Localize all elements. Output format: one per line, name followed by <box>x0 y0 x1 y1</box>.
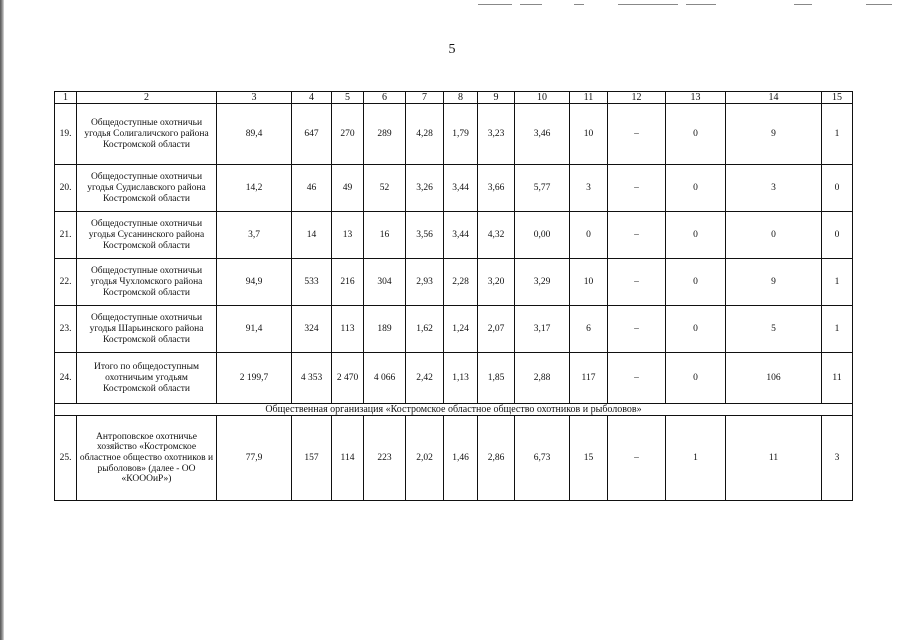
table-cell: 3,44 <box>444 212 478 259</box>
table-cell: 3 <box>822 416 853 501</box>
table-cell: 94,9 <box>217 259 292 306</box>
table-row <box>55 306 853 353</box>
row-number: 24. <box>55 353 77 404</box>
table-cell: 0 <box>726 212 822 259</box>
column-header: 7 <box>406 92 444 104</box>
table-cell: 113 <box>332 306 364 353</box>
column-header: 2 <box>77 92 217 104</box>
table-cell: 13 <box>332 212 364 259</box>
table-cell: 16 <box>364 212 406 259</box>
row-number: 23. <box>55 306 77 353</box>
table-cell: – <box>608 104 666 165</box>
column-header: 15 <box>822 92 853 104</box>
hunting-ground-name: Общедоступные охотничьи угодья Судиславского района Костромской области <box>77 165 217 212</box>
table-row <box>55 165 853 212</box>
table-cell: 49 <box>332 165 364 212</box>
table-cell: 3,7 <box>217 212 292 259</box>
table-cell: 1 <box>822 104 853 165</box>
table-cell: 1,46 <box>444 416 478 501</box>
column-header: 6 <box>364 92 406 104</box>
hunting-ground-name: Антроповское охотничье хозяйство «Костромское областное общество охотников и рыболовов» (далее - ОО «КОООиР») <box>77 416 217 501</box>
table-cell: 0 <box>666 165 726 212</box>
hunting-ground-name: Общедоступные охотничьи угодья Солигаличского района Костромской области <box>77 104 217 165</box>
page-number: 5 <box>448 42 456 57</box>
hunting-grounds-table <box>54 91 853 501</box>
table-cell: 3 <box>570 165 608 212</box>
table-cell: 77,9 <box>217 416 292 501</box>
table-header-row <box>55 92 853 104</box>
table-cell: 9 <box>726 259 822 306</box>
table-cell: 3,29 <box>515 259 570 306</box>
column-header: 9 <box>478 92 515 104</box>
table-cell: 4 066 <box>364 353 406 404</box>
hunting-ground-name: Общедоступные охотничьи угодья Чухломского района Костромской области <box>77 259 217 306</box>
table-cell: 2 470 <box>332 353 364 404</box>
table-cell: 0 <box>666 212 726 259</box>
section-header-row <box>55 404 853 416</box>
table-cell: 6,73 <box>515 416 570 501</box>
table-cell: 324 <box>292 306 332 353</box>
table-cell: 5,77 <box>515 165 570 212</box>
table-cell: 3,17 <box>515 306 570 353</box>
table-row <box>55 259 853 306</box>
table-cell: 3 <box>726 165 822 212</box>
table-cell: 1,13 <box>444 353 478 404</box>
table-cell: 91,4 <box>217 306 292 353</box>
table-cell: 89,4 <box>217 104 292 165</box>
table-cell: 1 <box>666 416 726 501</box>
table-cell: 114 <box>332 416 364 501</box>
table-cell: 270 <box>332 104 364 165</box>
table-cell: 9 <box>726 104 822 165</box>
table-cell: 46 <box>292 165 332 212</box>
row-number: 25. <box>55 416 77 501</box>
table-cell: 2,28 <box>444 259 478 306</box>
table-cell: 5 <box>726 306 822 353</box>
table-cell: 3,44 <box>444 165 478 212</box>
total-label: Итого по общедоступным охотничьим угодьям Костромской области <box>77 353 217 404</box>
row-number: 19. <box>55 104 77 165</box>
table-cell: 10 <box>570 104 608 165</box>
table-cell: 189 <box>364 306 406 353</box>
column-header: 10 <box>515 92 570 104</box>
table-cell: – <box>608 259 666 306</box>
table-cell: 3,56 <box>406 212 444 259</box>
column-header: 3 <box>217 92 292 104</box>
row-number: 22. <box>55 259 77 306</box>
table-cell: 289 <box>364 104 406 165</box>
column-header: 12 <box>608 92 666 104</box>
table-cell: 4,32 <box>478 212 515 259</box>
column-header: 1 <box>55 92 77 104</box>
table-cell: 117 <box>570 353 608 404</box>
table-cell: 1,62 <box>406 306 444 353</box>
column-header: 8 <box>444 92 478 104</box>
table-cell: 2,07 <box>478 306 515 353</box>
table-cell: 1 <box>822 306 853 353</box>
table-cell: 4 353 <box>292 353 332 404</box>
table-cell: 4,28 <box>406 104 444 165</box>
table-cell: 1,24 <box>444 306 478 353</box>
table-cell: – <box>608 212 666 259</box>
row-number: 20. <box>55 165 77 212</box>
table-cell: 1 <box>822 259 853 306</box>
table-cell: 0 <box>666 353 726 404</box>
scan-edge <box>0 0 4 640</box>
table-cell: 223 <box>364 416 406 501</box>
table-cell: 11 <box>726 416 822 501</box>
table-cell: 0 <box>822 165 853 212</box>
row-number: 21. <box>55 212 77 259</box>
top-scan-marks <box>470 2 900 8</box>
hunting-ground-name: Общедоступные охотничьи угодья Шарьинского района Костромской области <box>77 306 217 353</box>
table-cell: – <box>608 353 666 404</box>
column-header: 4 <box>292 92 332 104</box>
table-cell: 3,46 <box>515 104 570 165</box>
table-cell: 6 <box>570 306 608 353</box>
table-cell: 0 <box>570 212 608 259</box>
column-header: 13 <box>666 92 726 104</box>
table-cell: 106 <box>726 353 822 404</box>
table-cell: 304 <box>364 259 406 306</box>
column-header: 14 <box>726 92 822 104</box>
column-header: 11 <box>570 92 608 104</box>
table-cell: 1,85 <box>478 353 515 404</box>
table-cell: 3,23 <box>478 104 515 165</box>
table-cell: 533 <box>292 259 332 306</box>
table-cell: 0,00 <box>515 212 570 259</box>
table-cell: 0 <box>822 212 853 259</box>
table-cell: 11 <box>822 353 853 404</box>
table-cell: – <box>608 416 666 501</box>
table-cell: 2 199,7 <box>217 353 292 404</box>
table-cell: 14,2 <box>217 165 292 212</box>
table-cell: 157 <box>292 416 332 501</box>
table-cell: 3,66 <box>478 165 515 212</box>
table-cell: 15 <box>570 416 608 501</box>
table-cell: 2,93 <box>406 259 444 306</box>
table-cell: 0 <box>666 306 726 353</box>
table-cell: 2,88 <box>515 353 570 404</box>
column-header: 5 <box>332 92 364 104</box>
table-cell: 52 <box>364 165 406 212</box>
table-cell: 10 <box>570 259 608 306</box>
hunting-ground-name: Общедоступные охотничьи угодья Сусанинского района Костромской области <box>77 212 217 259</box>
table-cell: 0 <box>666 104 726 165</box>
table-cell: 216 <box>332 259 364 306</box>
table-cell: 2,02 <box>406 416 444 501</box>
table-cell: 647 <box>292 104 332 165</box>
table-row <box>55 212 853 259</box>
table-cell: 2,86 <box>478 416 515 501</box>
table-cell: 14 <box>292 212 332 259</box>
table-cell: 3,26 <box>406 165 444 212</box>
table-row <box>55 104 853 165</box>
table-row <box>55 416 853 501</box>
table-cell: 1,79 <box>444 104 478 165</box>
section-title: Общественная организация «Костромское областное общество охотников и рыболовов» <box>55 404 853 416</box>
table-cell: 3,20 <box>478 259 515 306</box>
table-cell: 2,42 <box>406 353 444 404</box>
total-row <box>55 353 853 404</box>
table-cell: – <box>608 165 666 212</box>
table-cell: – <box>608 306 666 353</box>
table-cell: 0 <box>666 259 726 306</box>
